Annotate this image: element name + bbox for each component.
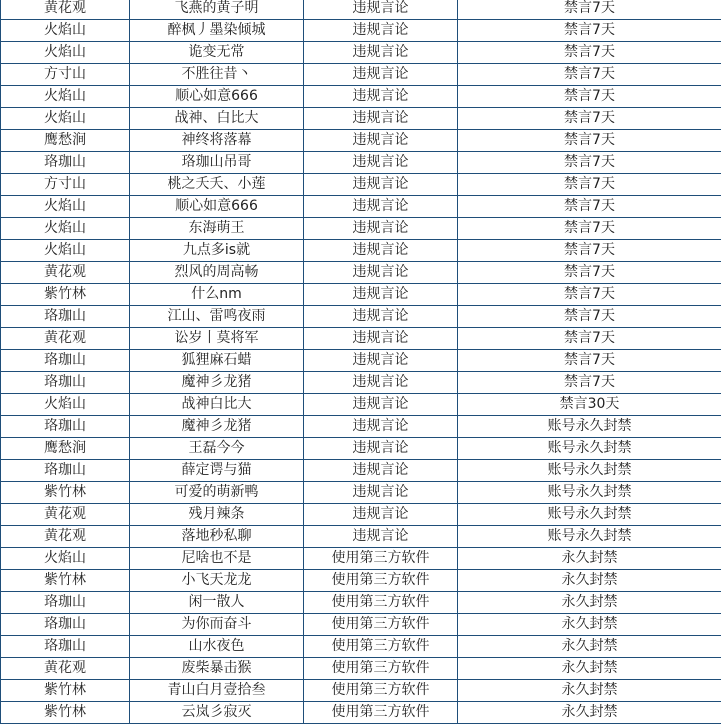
player-name-cell: 山水夜色 (130, 636, 304, 658)
table-row (1, 196, 721, 218)
violation-reason-cell: 违规言论 (304, 86, 458, 108)
player-name-cell: 云岚彡寂灭 (130, 702, 304, 724)
server-cell: 珞珈山 (1, 416, 130, 438)
server-cell: 方寸山 (1, 174, 130, 196)
violation-reason-cell: 违规言论 (304, 394, 458, 416)
violation-reason-cell: 违规言论 (304, 372, 458, 394)
violation-reason-cell: 违规言论 (304, 108, 458, 130)
server-cell: 火焰山 (1, 218, 130, 240)
penalty-cell: 禁言7天 (458, 86, 721, 108)
penalty-cell: 禁言7天 (458, 0, 721, 20)
penalty-cell: 禁言7天 (458, 218, 721, 240)
penalty-cell: 永久封禁 (458, 702, 721, 724)
penalty-cell: 禁言7天 (458, 152, 721, 174)
violation-reason-cell: 违规言论 (304, 482, 458, 504)
penalty-cell: 禁言7天 (458, 130, 721, 152)
table-row (1, 64, 721, 86)
table-row (1, 350, 721, 372)
penalty-cell: 账号永久封禁 (458, 416, 721, 438)
penalty-cell: 永久封禁 (458, 636, 721, 658)
player-name-cell: 魔神彡龙猪 (130, 416, 304, 438)
violation-reason-cell: 违规言论 (304, 152, 458, 174)
server-cell: 珞珈山 (1, 636, 130, 658)
player-name-cell: 小飞天龙龙 (130, 570, 304, 592)
table-row (1, 658, 721, 680)
penalty-cell: 禁言7天 (458, 20, 721, 42)
table-row (1, 614, 721, 636)
violation-reason-cell: 违规言论 (304, 240, 458, 262)
penalty-cell: 禁言7天 (458, 350, 721, 372)
violation-reason-cell: 使用第三方软件 (304, 680, 458, 702)
table-row (1, 284, 721, 306)
penalty-cell: 永久封禁 (458, 548, 721, 570)
table-row (1, 218, 721, 240)
player-name-cell: 残月辣条 (130, 504, 304, 526)
table-row (1, 702, 721, 724)
table-row (1, 86, 721, 108)
violation-reason-cell: 违规言论 (304, 20, 458, 42)
penalty-cell: 禁言30天 (458, 394, 721, 416)
player-name-cell: 九点多is就 (130, 240, 304, 262)
penalty-cell: 禁言7天 (458, 328, 721, 350)
server-cell: 火焰山 (1, 108, 130, 130)
penalty-cell: 禁言7天 (458, 284, 721, 306)
violation-reason-cell: 违规言论 (304, 64, 458, 86)
server-cell: 珞珈山 (1, 350, 130, 372)
server-cell: 火焰山 (1, 42, 130, 64)
table-row (1, 592, 721, 614)
violation-reason-cell: 违规言论 (304, 262, 458, 284)
violation-reason-cell: 使用第三方软件 (304, 702, 458, 724)
violation-reason-cell: 使用第三方软件 (304, 548, 458, 570)
server-cell: 紫竹林 (1, 284, 130, 306)
player-name-cell: 烈风的周高畅 (130, 262, 304, 284)
table-row (1, 680, 721, 702)
server-cell: 火焰山 (1, 20, 130, 42)
player-name-cell: 薛定谔与猫 (130, 460, 304, 482)
table-row (1, 108, 721, 130)
table-body (1, 0, 721, 724)
violation-reason-cell: 违规言论 (304, 328, 458, 350)
server-cell: 珞珈山 (1, 306, 130, 328)
table-row (1, 152, 721, 174)
server-cell: 紫竹林 (1, 702, 130, 724)
player-name-cell: 珞珈山吊哥 (130, 152, 304, 174)
player-name-cell: 东海萌王 (130, 218, 304, 240)
table-row (1, 482, 721, 504)
player-name-cell: 桃之夭夭、小莲 (130, 174, 304, 196)
player-name-cell: 闲一散人 (130, 592, 304, 614)
penalty-cell: 账号永久封禁 (458, 482, 721, 504)
player-name-cell: 飞燕的黄子明 (130, 0, 304, 20)
penalty-cell: 永久封禁 (458, 658, 721, 680)
violation-reason-cell: 使用第三方软件 (304, 592, 458, 614)
penalty-cell: 永久封禁 (458, 614, 721, 636)
server-cell: 紫竹林 (1, 482, 130, 504)
server-cell: 火焰山 (1, 86, 130, 108)
server-cell: 鹰愁涧 (1, 438, 130, 460)
penalty-cell: 永久封禁 (458, 680, 721, 702)
violation-reason-cell: 使用第三方软件 (304, 636, 458, 658)
penalty-cell: 账号永久封禁 (458, 504, 721, 526)
player-name-cell: 狐狸麻石蜡 (130, 350, 304, 372)
player-name-cell: 什么nm (130, 284, 304, 306)
violation-reason-cell: 违规言论 (304, 526, 458, 548)
player-name-cell: 尼啥也不是 (130, 548, 304, 570)
penalty-cell: 禁言7天 (458, 174, 721, 196)
violation-reason-cell: 违规言论 (304, 218, 458, 240)
server-cell: 方寸山 (1, 64, 130, 86)
violation-reason-cell: 违规言论 (304, 416, 458, 438)
violation-reason-cell: 违规言论 (304, 306, 458, 328)
server-cell: 火焰山 (1, 548, 130, 570)
player-name-cell: 为你而奋斗 (130, 614, 304, 636)
player-name-cell: 可爱的萌新鸭 (130, 482, 304, 504)
table-row (1, 548, 721, 570)
table-row (1, 262, 721, 284)
player-name-cell: 诡变无常 (130, 42, 304, 64)
server-cell: 紫竹林 (1, 570, 130, 592)
player-name-cell: 江山、雷鸣夜雨 (130, 306, 304, 328)
player-name-cell: 战神白比大 (130, 394, 304, 416)
violation-reason-cell: 违规言论 (304, 42, 458, 64)
player-name-cell: 魔神彡龙猪 (130, 372, 304, 394)
server-cell: 珞珈山 (1, 460, 130, 482)
penalty-cell: 禁言7天 (458, 262, 721, 284)
server-cell: 黄花观 (1, 658, 130, 680)
server-cell: 鹰愁涧 (1, 130, 130, 152)
violation-reason-cell: 违规言论 (304, 284, 458, 306)
table-row (1, 394, 721, 416)
server-cell: 火焰山 (1, 394, 130, 416)
penalty-cell: 禁言7天 (458, 42, 721, 64)
table-row (1, 526, 721, 548)
penalty-cell: 永久封禁 (458, 570, 721, 592)
player-name-cell: 顺心如意666 (130, 86, 304, 108)
violation-reason-cell: 违规言论 (304, 174, 458, 196)
server-cell: 紫竹林 (1, 680, 130, 702)
server-cell: 黄花观 (1, 328, 130, 350)
player-name-cell: 醉枫丿墨染倾城 (130, 20, 304, 42)
penalty-cell: 禁言7天 (458, 64, 721, 86)
player-name-cell: 不胜往昔丶 (130, 64, 304, 86)
table-row (1, 0, 721, 20)
player-name-cell: 落地秒私聊 (130, 526, 304, 548)
table-row (1, 570, 721, 592)
player-name-cell: 废柴暴击猴 (130, 658, 304, 680)
server-cell: 珞珈山 (1, 152, 130, 174)
table-row (1, 504, 721, 526)
player-name-cell: 讼岁丨莫将军 (130, 328, 304, 350)
violation-reason-cell: 违规言论 (304, 0, 458, 20)
violation-reason-cell: 违规言论 (304, 504, 458, 526)
penalty-cell: 账号永久封禁 (458, 438, 721, 460)
table-row (1, 20, 721, 42)
server-cell: 火焰山 (1, 240, 130, 262)
violation-reason-cell: 使用第三方软件 (304, 658, 458, 680)
player-name-cell: 王磊今今 (130, 438, 304, 460)
server-cell: 黄花观 (1, 262, 130, 284)
penalty-cell: 账号永久封禁 (458, 526, 721, 548)
penalty-cell: 永久封禁 (458, 592, 721, 614)
server-cell: 珞珈山 (1, 592, 130, 614)
player-name-cell: 战神、白比大 (130, 108, 304, 130)
player-name-cell: 顺心如意666 (130, 196, 304, 218)
penalty-cell: 禁言7天 (458, 240, 721, 262)
violation-reason-cell: 违规言论 (304, 196, 458, 218)
violation-reason-cell: 使用第三方软件 (304, 614, 458, 636)
player-name-cell: 神终将落幕 (130, 130, 304, 152)
penalty-cell: 禁言7天 (458, 196, 721, 218)
table-row (1, 240, 721, 262)
table-row (1, 42, 721, 64)
server-cell: 黄花观 (1, 526, 130, 548)
penalty-cell: 禁言7天 (458, 372, 721, 394)
penalty-cell: 禁言7天 (458, 108, 721, 130)
table-row (1, 438, 721, 460)
server-cell: 珞珈山 (1, 614, 130, 636)
table-row (1, 460, 721, 482)
violation-reason-cell: 违规言论 (304, 130, 458, 152)
table-row (1, 130, 721, 152)
table-row (1, 174, 721, 196)
table-row (1, 328, 721, 350)
violation-reason-cell: 违规言论 (304, 460, 458, 482)
table-row (1, 306, 721, 328)
player-name-cell: 青山白月壹拾叁 (130, 680, 304, 702)
server-cell: 珞珈山 (1, 372, 130, 394)
table-row (1, 416, 721, 438)
server-cell: 黄花观 (1, 504, 130, 526)
server-cell: 火焰山 (1, 196, 130, 218)
violation-reason-cell: 使用第三方软件 (304, 570, 458, 592)
table-row (1, 636, 721, 658)
penalty-cell: 账号永久封禁 (458, 460, 721, 482)
violation-reason-cell: 违规言论 (304, 350, 458, 372)
server-cell: 黄花观 (1, 0, 130, 20)
violation-reason-cell: 违规言论 (304, 438, 458, 460)
penalty-cell: 禁言7天 (458, 306, 721, 328)
table-row (1, 372, 721, 394)
